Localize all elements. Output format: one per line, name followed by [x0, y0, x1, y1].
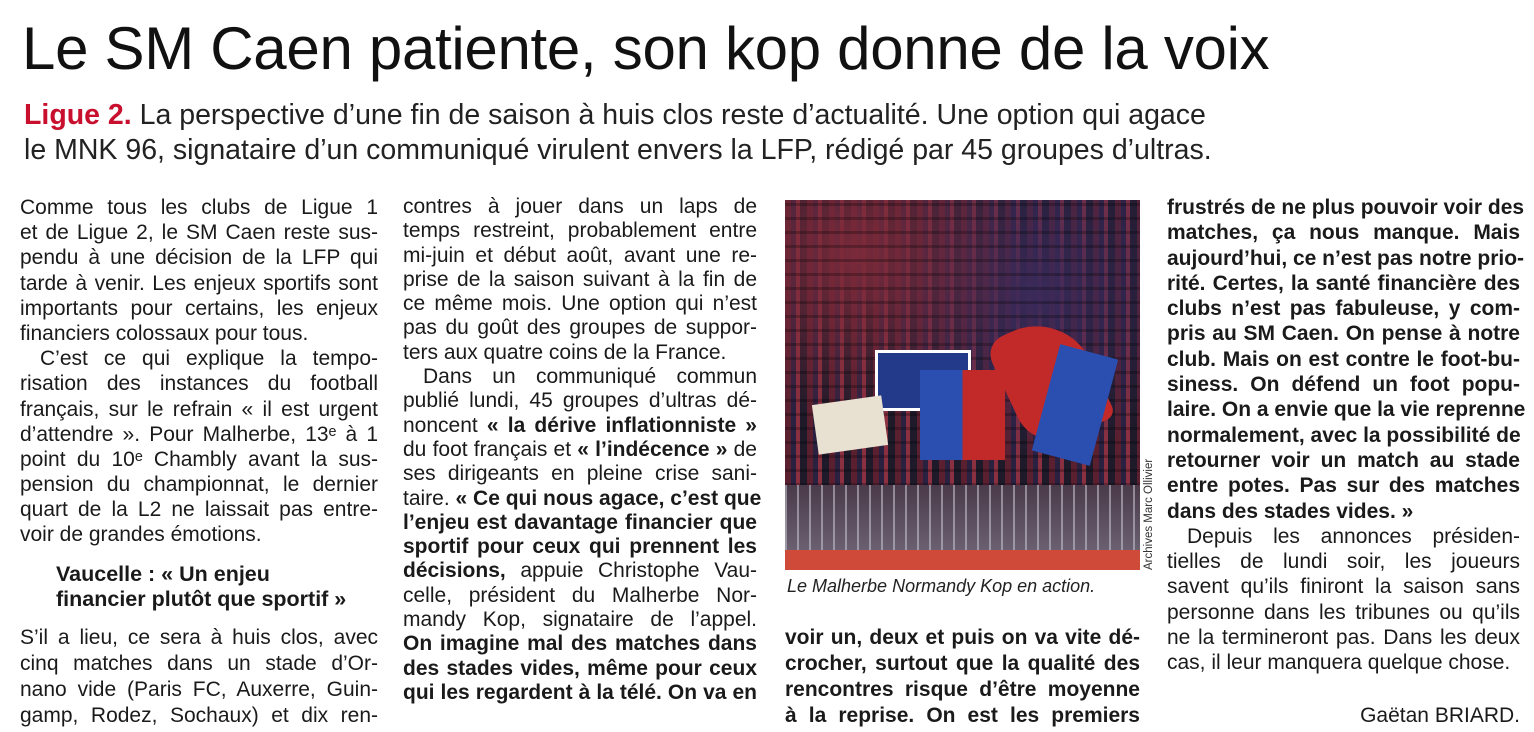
body-text: pension du championnat, le dernier — [20, 473, 378, 497]
body-text: importants pour certains, les enjeux — [20, 296, 378, 320]
text-line — [20, 397, 378, 422]
text-line — [403, 438, 757, 462]
body-text: français, sur le refrain « il est urgent — [20, 397, 378, 421]
text-line — [403, 681, 757, 705]
stadium-fence — [785, 485, 1140, 550]
body-text: savent qu’ils finiront la saison sans — [1167, 575, 1520, 599]
text-line — [20, 625, 378, 651]
bold-quote-text: club. Mais on est contre le foot-bu- — [1167, 347, 1520, 371]
bold-quote-text: siness. On défend un foot popu- — [1167, 373, 1520, 397]
bold-quote-text: retourner voir un match au stade — [1167, 448, 1520, 472]
text-line — [785, 625, 1140, 651]
bold-quote-text: clubs n’est pas fabuleuse, y com- — [1167, 297, 1520, 321]
body-text: appuie Christophe Vau- — [505, 559, 757, 583]
pitch-edge — [785, 550, 1140, 570]
text-line — [403, 559, 757, 583]
text-line — [20, 321, 378, 346]
kicker: Ligue 2. — [24, 99, 132, 131]
text-line — [1167, 220, 1520, 245]
column-4 — [1167, 195, 1526, 676]
text-line — [1167, 574, 1520, 599]
bold-quote-text: « la dérive inflationniste » — [486, 413, 757, 437]
text-line — [785, 651, 1140, 677]
bold-quote-text: sportif pour ceux qui prennent les — [403, 535, 757, 559]
subheading-line: financier plutôt que sportif » — [56, 587, 347, 611]
text-line — [1167, 195, 1525, 220]
text-line — [1167, 423, 1520, 448]
article-standfirst — [24, 98, 1212, 168]
body-text: pendu à une décision de la LFP qui — [20, 246, 378, 270]
bold-quote-text: rencontres risque d’être moyenne — [785, 678, 1140, 701]
kop-photo — [785, 200, 1140, 570]
text-line — [403, 389, 757, 413]
text-line — [403, 292, 757, 316]
text-line — [403, 657, 757, 681]
bold-quote-text: entre potes. Pas sur des matches — [1167, 474, 1520, 498]
text-line — [20, 677, 378, 703]
body-text: financiers colossaux pour tous. — [20, 321, 309, 345]
bold-quote-text: l’enjeu est davantage financier que — [403, 510, 757, 534]
text-line — [20, 447, 378, 472]
bold-quote-text: « Ce qui nous agace, c’est que — [455, 486, 762, 510]
text-line — [403, 316, 757, 340]
body-text: point du 10ᵉ Chambly avant la sus- — [20, 447, 378, 471]
body-text: publié lundi, 45 groupes d’ultras dé- — [403, 389, 757, 413]
bold-quote-text: crocher, surtout que la qualité des — [785, 652, 1140, 675]
text-line — [403, 535, 757, 559]
text-line — [403, 584, 757, 608]
column-2 — [403, 195, 762, 705]
standfirst-text: La perspective d’une fin de saison à huis clos reste d’actualité. Une option qui agace — [131, 99, 1206, 131]
text-line — [1167, 321, 1520, 346]
body-text: celle, président du Malherbe Nor- — [403, 583, 757, 607]
bold-quote-text: matches, ça nous manque. Mais — [1167, 221, 1520, 245]
text-line — [20, 422, 378, 447]
body-text: ce même mois. Une option qui n’est — [403, 292, 757, 316]
text-line — [785, 703, 1140, 729]
photo-caption: Le Malherbe Normandy Kop en action. — [787, 576, 1096, 596]
body-text: Dans un communiqué commun — [423, 365, 757, 389]
column-1-continued — [20, 625, 378, 729]
bold-quote-text: laire. On a envie que la vie reprenne — [1167, 398, 1526, 422]
text-line — [1167, 650, 1520, 675]
bold-quote-text: On imagine mal des matches dans — [403, 632, 757, 656]
body-text: tielles de lundi soir, les joueurs — [1167, 550, 1520, 574]
text-line — [1167, 473, 1520, 498]
text-line — [20, 346, 378, 371]
text-line — [20, 195, 378, 220]
body-text: d’attendre ». Pour Malherbe, 13ᵉ à 1 — [20, 422, 378, 446]
text-line — [403, 632, 757, 656]
body-text: temps restreint, probablement entre — [403, 219, 757, 243]
standfirst-line-1 — [24, 98, 1212, 133]
body-text: de — [727, 437, 757, 461]
text-line — [1167, 246, 1525, 271]
body-text: ne la termineront pas. Dans les deux — [1167, 626, 1520, 650]
text-line — [20, 651, 378, 677]
text-line — [20, 371, 378, 396]
standfirst-line-2: le MNK 96, signataire d’un communiqué virulent envers la LFP, rédigé par 45 groupes d’ultras. — [24, 134, 1212, 166]
text-line — [403, 462, 757, 486]
text-line — [403, 244, 757, 268]
body-text: gamp, Rodez, Sochaux) et dix ren- — [20, 704, 378, 727]
body-text: mi-juin et début août, avant une re- — [403, 243, 757, 267]
text-line — [20, 703, 378, 729]
text-line — [1167, 372, 1520, 397]
text-line — [403, 341, 757, 365]
body-text: du foot français et — [403, 437, 578, 461]
body-text: S’il a lieu, ce sera à huis clos, avec — [20, 626, 378, 649]
photo-credit: Archives Marc Ollivier — [1143, 458, 1155, 570]
bold-quote-text: « l’indécence » — [577, 437, 728, 461]
body-text: nano vide (Paris FC, Auxerre, Guin- — [20, 678, 378, 701]
text-line — [403, 486, 762, 511]
body-text: mandy Kop, signataire de l’appel. — [403, 608, 757, 632]
white-banner — [812, 395, 888, 454]
byline: Gaëtan BRIARD. — [1360, 704, 1520, 727]
body-text: quart de la L2 ne laissait pas entre- — [20, 498, 378, 522]
body-text: contres à jouer dans un laps de — [403, 195, 757, 218]
text-line — [20, 296, 378, 321]
subheading — [56, 562, 346, 612]
text-line — [20, 220, 378, 245]
text-line — [1167, 524, 1520, 549]
bold-quote-text: à la reprise. On est les premiers — [785, 704, 1140, 727]
article-headline: Le SM Caen patiente, son kop donne de la voix — [22, 15, 1270, 82]
text-line — [1167, 296, 1520, 321]
body-text: C’est ce qui explique la tempo- — [40, 347, 378, 371]
text-line — [403, 195, 757, 219]
column-3 — [785, 625, 1140, 729]
body-text: personne dans les tribunes ou qu’ils — [1167, 600, 1520, 624]
text-line — [403, 268, 757, 292]
bold-quote-text: dans des stades vides. » — [1167, 499, 1414, 523]
bold-quote-text: des stades vides, même pour ceux — [403, 656, 757, 680]
bold-quote-text: normalement, avec la possibilité de — [1167, 423, 1521, 447]
text-line — [20, 271, 378, 296]
subheading-line: Vaucelle : « Un enjeu — [56, 562, 270, 586]
text-line — [1167, 625, 1520, 650]
bold-quote-text: rité. Certes, la santé financière des — [1167, 271, 1520, 295]
text-line — [1167, 600, 1520, 625]
bold-quote-text: pris au SM Caen. On pense à notre — [1167, 322, 1520, 346]
text-line — [403, 219, 757, 243]
bold-quote-text: aujourd’hui, ce n’est pas notre prio- — [1167, 246, 1525, 270]
body-text: cas, il leur manquera quelque chose. — [1167, 651, 1511, 675]
body-text: tarde à venir. Les enjeux sportifs sont — [20, 271, 378, 295]
text-line — [1167, 271, 1520, 296]
text-line — [403, 511, 757, 535]
column-1 — [20, 195, 378, 548]
ca-banner-flag — [920, 370, 1005, 460]
bold-quote-text: décisions, — [403, 559, 506, 583]
text-line — [1167, 347, 1520, 372]
bold-quote-text: frustrés de ne plus pouvoir voir des — [1167, 196, 1525, 219]
body-text: Depuis les annonces présiden- — [1187, 524, 1520, 548]
text-line — [1167, 448, 1520, 473]
text-line — [20, 472, 378, 497]
bold-quote-text: qui les regardent à la télé. On va en — [403, 680, 757, 704]
text-line — [20, 245, 378, 270]
text-line — [403, 414, 757, 438]
body-text: pas du goût des groupes de suppor- — [403, 316, 757, 340]
text-line — [20, 522, 378, 547]
text-line — [785, 677, 1140, 703]
body-text: ters aux quatre coins de la France. — [403, 340, 727, 364]
bold-quote-text: voir un, deux et puis on va vite dé- — [785, 626, 1140, 649]
body-text: voir de grandes émotions. — [20, 523, 262, 547]
body-text: et de Ligue 2, le SM Caen reste sus- — [20, 221, 378, 245]
body-text: ses dirigeants en pleine crise sani- — [403, 462, 757, 486]
text-line — [20, 497, 378, 522]
body-text: taire. — [403, 486, 456, 510]
body-text: prise de la saison suivant à la fin de — [403, 267, 757, 291]
body-text: cinq matches dans un stade d’Or- — [20, 652, 378, 675]
text-line — [403, 608, 757, 632]
body-text: Comme tous les clubs de Ligue 1 — [20, 196, 378, 219]
body-text: risation des instances du football — [20, 372, 378, 396]
body-text: noncent — [403, 413, 487, 437]
text-line — [403, 365, 757, 389]
text-line — [1167, 499, 1520, 524]
text-line — [1167, 397, 1526, 422]
text-line — [1167, 549, 1520, 574]
